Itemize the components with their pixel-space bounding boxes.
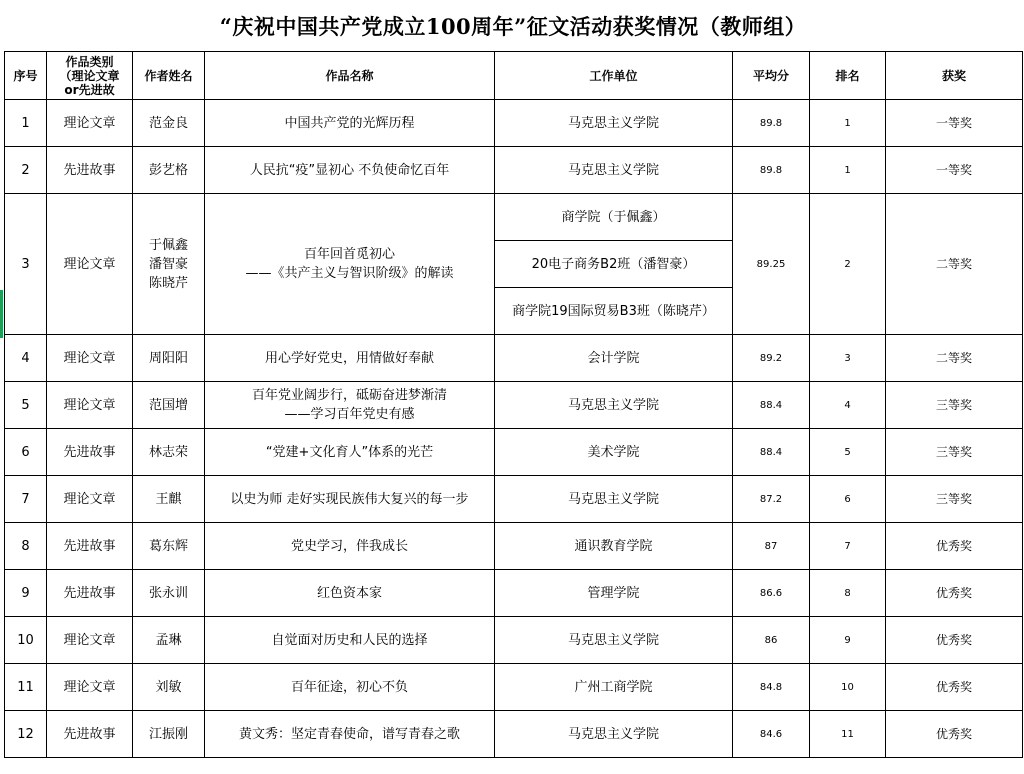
cell-award[interactable]: 三等奖 (886, 382, 1023, 429)
cell-unit[interactable]: 马克思主义学院 (495, 147, 733, 194)
cell-score[interactable]: 84.8 (733, 664, 810, 711)
table-row (5, 382, 1023, 429)
table-row (5, 194, 1023, 241)
cell-unit[interactable]: 马克思主义学院 (495, 617, 733, 664)
cell-work[interactable] (205, 382, 495, 429)
cell-seq[interactable]: 10 (5, 617, 47, 664)
cell-rank[interactable]: 2 (810, 194, 886, 335)
cell-award[interactable]: 一等奖 (886, 100, 1023, 147)
cell-category[interactable]: 先进故事 (47, 147, 133, 194)
header-row (5, 52, 1023, 100)
table-row (5, 617, 1023, 664)
cell-award[interactable]: 优秀奖 (886, 570, 1023, 617)
cell-author[interactable]: 范国增 (133, 382, 205, 429)
cell-rank[interactable]: 5 (810, 429, 886, 476)
cell-work[interactable]: 用心学好党史，用情做好奉献 (205, 335, 495, 382)
work-title-line: ——《共产主义与智识阶级》的解读 (245, 266, 454, 281)
cell-award[interactable]: 三等奖 (886, 429, 1023, 476)
author-name: 陈晓芹 (148, 275, 188, 291)
table-row (5, 711, 1023, 758)
cell-score[interactable]: 87.2 (733, 476, 810, 523)
cell-category[interactable]: 理论文章 (47, 382, 133, 429)
cell-score[interactable]: 89.8 (733, 147, 810, 194)
cell-unit[interactable]: 管理学院 (495, 570, 733, 617)
cell-seq[interactable]: 11 (5, 664, 47, 711)
header-rank: 排名 (810, 52, 886, 100)
cell-score[interactable]: 86.6 (733, 570, 810, 617)
header-unit: 工作单位 (495, 52, 733, 100)
author-name: 于佩鑫 (148, 237, 188, 253)
cell-author[interactable]: 林志荣 (133, 429, 205, 476)
cell-author[interactable] (133, 194, 205, 335)
row-selection-marker (0, 290, 3, 338)
cell-rank[interactable]: 9 (810, 617, 886, 664)
cell-score[interactable]: 86 (733, 617, 810, 664)
cell-seq[interactable]: 12 (5, 711, 47, 758)
table-row (5, 335, 1023, 382)
cell-work[interactable]: 红色资本家 (205, 570, 495, 617)
cell-seq[interactable]: 3 (5, 194, 47, 335)
header-category-line2: （理论文章 (59, 68, 120, 83)
work-title-line: 百年党业阔步行，砥砺奋进梦渐清 (251, 388, 447, 403)
header-author: 作者姓名 (133, 52, 205, 100)
cell-seq[interactable]: 9 (5, 570, 47, 617)
cell-unit[interactable]: 马克思主义学院 (495, 711, 733, 758)
cell-score[interactable]: 89.25 (733, 194, 810, 335)
cell-award[interactable]: 三等奖 (886, 476, 1023, 523)
cell-unit[interactable]: 马克思主义学院 (495, 382, 733, 429)
cell-work[interactable]: 黄文秀：坚定青春使命，谱写青春之歌 (205, 711, 495, 758)
cell-work[interactable] (205, 194, 495, 335)
cell-rank[interactable]: 1 (810, 147, 886, 194)
cell-category[interactable]: 理论文章 (47, 335, 133, 382)
cell-unit[interactable]: 马克思主义学院 (495, 100, 733, 147)
table-row (5, 429, 1023, 476)
cell-author[interactable]: 王麒 (133, 476, 205, 523)
cell-author[interactable]: 周阳阳 (133, 335, 205, 382)
cell-score[interactable]: 87 (733, 523, 810, 570)
cell-category[interactable]: 理论文章 (47, 194, 133, 335)
cell-unit[interactable]: 美术学院 (495, 429, 733, 476)
cell-score[interactable]: 88.4 (733, 429, 810, 476)
header-score: 平均分 (733, 52, 810, 100)
header-category-line1: 作品类别 (65, 54, 114, 69)
cell-rank[interactable]: 7 (810, 523, 886, 570)
cell-score[interactable]: 89.2 (733, 335, 810, 382)
cell-award[interactable]: 二等奖 (886, 335, 1023, 382)
table-row (5, 100, 1023, 147)
cell-author[interactable]: 葛东辉 (133, 523, 205, 570)
cell-rank[interactable]: 1 (810, 100, 886, 147)
cell-work[interactable]: 百年征途，初心不负 (205, 664, 495, 711)
cell-work[interactable]: “党建+文化育人”体系的光芒 (205, 429, 495, 476)
cell-score[interactable]: 88.4 (733, 382, 810, 429)
cell-category[interactable]: 理论文章 (47, 617, 133, 664)
cell-unit[interactable]: 马克思主义学院 (495, 476, 733, 523)
cell-work[interactable]: 自觉面对历史和人民的选择 (205, 617, 495, 664)
cell-author[interactable]: 张永训 (133, 570, 205, 617)
cell-seq[interactable]: 7 (5, 476, 47, 523)
work-title-line: 百年回首觅初心 (303, 247, 395, 262)
cell-work[interactable]: 党史学习，伴我成长 (205, 523, 495, 570)
cell-unit[interactable]: 通识教育学院 (495, 523, 733, 570)
cell-rank[interactable]: 3 (810, 335, 886, 382)
table-row (5, 664, 1023, 711)
cell-rank[interactable]: 8 (810, 570, 886, 617)
cell-category[interactable]: 先进故事 (47, 711, 133, 758)
cell-unit[interactable]: 商学院19国际贸易B3班（陈晓芹） (495, 288, 733, 335)
cell-seq[interactable]: 6 (5, 429, 47, 476)
cell-award[interactable]: 二等奖 (886, 194, 1023, 335)
table-row (5, 147, 1023, 194)
table-row (5, 476, 1023, 523)
cell-seq[interactable]: 8 (5, 523, 47, 570)
cell-work[interactable]: 人民抗“疫”显初心 不负使命忆百年 (205, 147, 495, 194)
cell-category[interactable]: 理论文章 (47, 476, 133, 523)
cell-category[interactable]: 理论文章 (47, 100, 133, 147)
header-award: 获奖 (886, 52, 1023, 100)
header-category (47, 52, 133, 100)
cell-rank[interactable]: 4 (810, 382, 886, 429)
cell-unit[interactable]: 20电子商务B2班（潘智豪） (495, 241, 733, 288)
cell-rank[interactable]: 10 (810, 664, 886, 711)
cell-award[interactable]: 优秀奖 (886, 523, 1023, 570)
cell-score[interactable]: 84.6 (733, 711, 810, 758)
cell-author[interactable]: 范金良 (133, 100, 205, 147)
work-title-line: ——学习百年党史有感 (284, 407, 415, 422)
cell-unit[interactable]: 商学院（于佩鑫） (495, 194, 733, 241)
cell-award[interactable]: 优秀奖 (886, 617, 1023, 664)
cell-category[interactable]: 先进故事 (47, 429, 133, 476)
cell-author[interactable]: 孟琳 (133, 617, 205, 664)
cell-author[interactable]: 江振刚 (133, 711, 205, 758)
header-category-line3: or先进故 (64, 82, 115, 97)
cell-rank[interactable]: 11 (810, 711, 886, 758)
cell-award[interactable]: 优秀奖 (886, 711, 1023, 758)
header-work: 作品名称 (205, 52, 495, 100)
cell-category[interactable]: 先进故事 (47, 523, 133, 570)
cell-author[interactable]: 刘敏 (133, 664, 205, 711)
cell-unit[interactable]: 广州工商学院 (495, 664, 733, 711)
cell-rank[interactable]: 6 (810, 476, 886, 523)
cell-category[interactable]: 先进故事 (47, 570, 133, 617)
page-title: “庆祝中国共产党成立100周年”征文活动获奖情况（教师组） (219, 14, 807, 39)
cell-unit[interactable]: 会计学院 (495, 335, 733, 382)
cell-award[interactable]: 一等奖 (886, 147, 1023, 194)
cell-seq[interactable]: 1 (5, 100, 47, 147)
cell-seq[interactable]: 2 (5, 147, 47, 194)
cell-award[interactable]: 优秀奖 (886, 664, 1023, 711)
header-seq: 序号 (5, 52, 47, 100)
cell-category[interactable]: 理论文章 (47, 664, 133, 711)
table-row (5, 570, 1023, 617)
table-row (5, 523, 1023, 570)
cell-seq[interactable]: 5 (5, 382, 47, 429)
cell-work[interactable]: 以史为师 走好实现民族伟大复兴的每一步 (205, 476, 495, 523)
cell-seq[interactable]: 4 (5, 335, 47, 382)
author-name: 潘智豪 (148, 256, 188, 272)
awards-table (4, 51, 1023, 758)
cell-score[interactable]: 89.8 (733, 100, 810, 147)
cell-author[interactable]: 彭艺格 (133, 147, 205, 194)
cell-work[interactable]: 中国共产党的光辉历程 (205, 100, 495, 147)
